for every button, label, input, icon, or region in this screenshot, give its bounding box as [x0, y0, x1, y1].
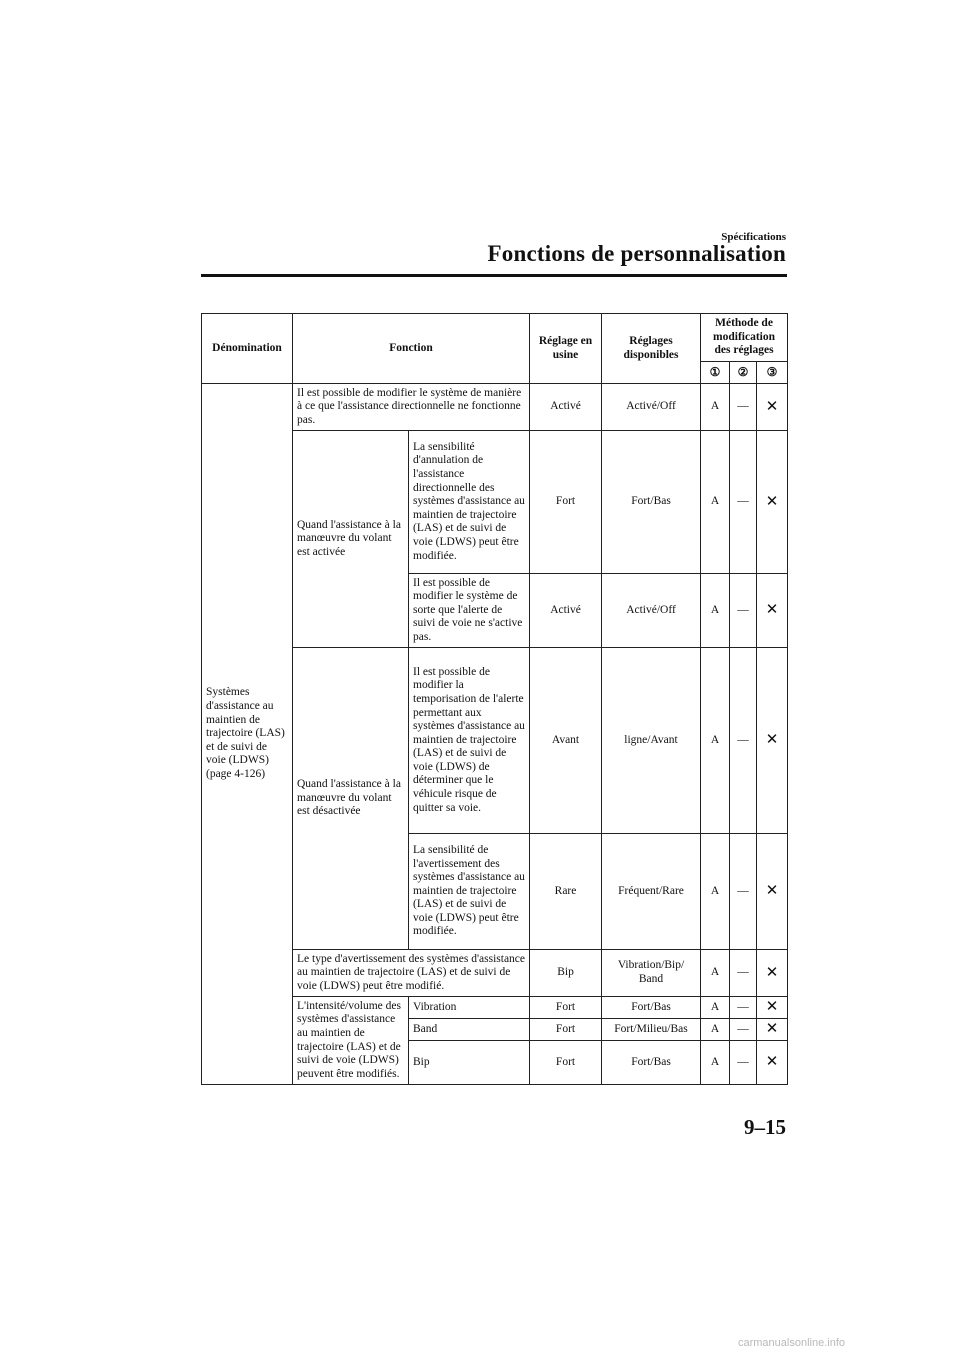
method-1-cell: A	[701, 648, 730, 834]
method-2-cell: —	[730, 1019, 757, 1041]
function-cell: La sensibilité de l'avertissement des systèmes d'assistance au maintien de trajectoire (LAS) et de suivi de voie (LDWS) peut être modifiée.	[409, 834, 530, 950]
group-label-inactive: Quand l'assistance à la manœuvre du volant est désactivée	[293, 648, 409, 950]
method-1-cell: A	[701, 431, 730, 574]
available-cell: Vibration/Bip/ Band	[602, 950, 701, 997]
cross-icon: ✕	[757, 950, 788, 997]
watermark: carmanualsonline.info	[737, 1337, 845, 1349]
page-number: 9–15	[744, 1115, 786, 1139]
method-1-cell: A	[701, 1041, 730, 1085]
available-cell: Fort/Bas	[602, 997, 701, 1019]
available-cell: Fréquent/Rare	[602, 834, 701, 950]
function-cell: La sensibilité d'annulation de l'assistance directionnelle des systèmes d'assistance au maintien de trajectoire (LAS) et de suivi de voie (LDWS) peut être modifiée.	[409, 431, 530, 574]
method-1-cell: A	[701, 997, 730, 1019]
method-col-3: ③	[757, 362, 788, 384]
function-cell: Il est possible de modifier le système de sorte que l'alerte de suivi de voie ne s'active pas.	[409, 574, 530, 648]
available-cell: Activé/Off	[602, 574, 701, 648]
header-function: Fonction	[293, 314, 530, 384]
system-name-cell: Systèmes d'assistance au maintien de trajectoire (LAS) et de suivi de voie (LDWS) (page 4-126)	[202, 384, 293, 1085]
group-label-intensity: L'intensité/volume des systèmes d'assistance au maintien de trajectoire (LAS) et de suivi de voie (LDWS) peuvent être modifiés.	[293, 997, 409, 1085]
method-2-cell: —	[730, 950, 757, 997]
header-name: Dénomination	[202, 314, 293, 384]
function-cell: Il est possible de modifier le système de manière à ce que l'assistance directionnelle ne fonctionne pas.	[293, 384, 530, 431]
method-2-cell: —	[730, 648, 757, 834]
available-cell: ligne/Avant	[602, 648, 701, 834]
group-label-active: Quand l'assistance à la manœuvre du volant est activée	[293, 431, 409, 648]
cross-icon: ✕	[757, 1041, 788, 1085]
header-factory: Réglage en usine	[530, 314, 602, 384]
header-method: Méthode de modification des réglages	[701, 314, 788, 362]
cross-icon: ✕	[757, 1019, 788, 1041]
factory-cell: Bip	[530, 950, 602, 997]
method-1-cell: A	[701, 950, 730, 997]
factory-cell: Activé	[530, 384, 602, 431]
cross-icon: ✕	[757, 648, 788, 834]
customization-table	[201, 313, 788, 1085]
method-1-cell: A	[701, 1019, 730, 1041]
cross-icon: ✕	[757, 574, 788, 648]
cross-icon: ✕	[757, 834, 788, 950]
function-cell: Vibration	[409, 997, 530, 1019]
cross-icon: ✕	[757, 997, 788, 1019]
table-row	[202, 384, 788, 431]
title-rule	[201, 274, 787, 277]
method-1-cell: A	[701, 574, 730, 648]
cross-icon: ✕	[757, 431, 788, 574]
factory-cell: Rare	[530, 834, 602, 950]
method-2-cell: —	[730, 431, 757, 574]
function-cell: Le type d'avertissement des systèmes d'assistance au maintien de trajectoire (LAS) et de suivi de voie (LDWS) peut être modifié.	[293, 950, 530, 997]
method-2-cell: —	[730, 384, 757, 431]
section-label: Spécifications	[721, 231, 786, 243]
method-col-1: ①	[701, 362, 730, 384]
method-2-cell: —	[730, 997, 757, 1019]
function-cell: Band	[409, 1019, 530, 1041]
header-available: Réglages disponibles	[602, 314, 701, 384]
factory-cell: Avant	[530, 648, 602, 834]
page-title: Fonctions de personnalisation	[487, 241, 786, 266]
function-cell: Bip	[409, 1041, 530, 1085]
method-2-cell: —	[730, 1041, 757, 1085]
method-2-cell: —	[730, 574, 757, 648]
method-col-2: ②	[730, 362, 757, 384]
cross-icon: ✕	[757, 384, 788, 431]
function-cell: Il est possible de modifier la temporisation de l'alerte permettant aux systèmes d'assistance au maintien de trajectoire (LAS) et de suivi de voie (LDWS) de déterminer que le véhicule risque de quitter sa voie.	[409, 648, 530, 834]
factory-cell: Activé	[530, 574, 602, 648]
factory-cell: Fort	[530, 431, 602, 574]
available-cell: Fort/Milieu/Bas	[602, 1019, 701, 1041]
method-1-cell: A	[701, 384, 730, 431]
factory-cell: Fort	[530, 1019, 602, 1041]
available-cell: Fort/Bas	[602, 1041, 701, 1085]
factory-cell: Fort	[530, 1041, 602, 1085]
available-cell: Activé/Off	[602, 384, 701, 431]
available-cell: Fort/Bas	[602, 431, 701, 574]
factory-cell: Fort	[530, 997, 602, 1019]
method-2-cell: —	[730, 834, 757, 950]
method-1-cell: A	[701, 834, 730, 950]
